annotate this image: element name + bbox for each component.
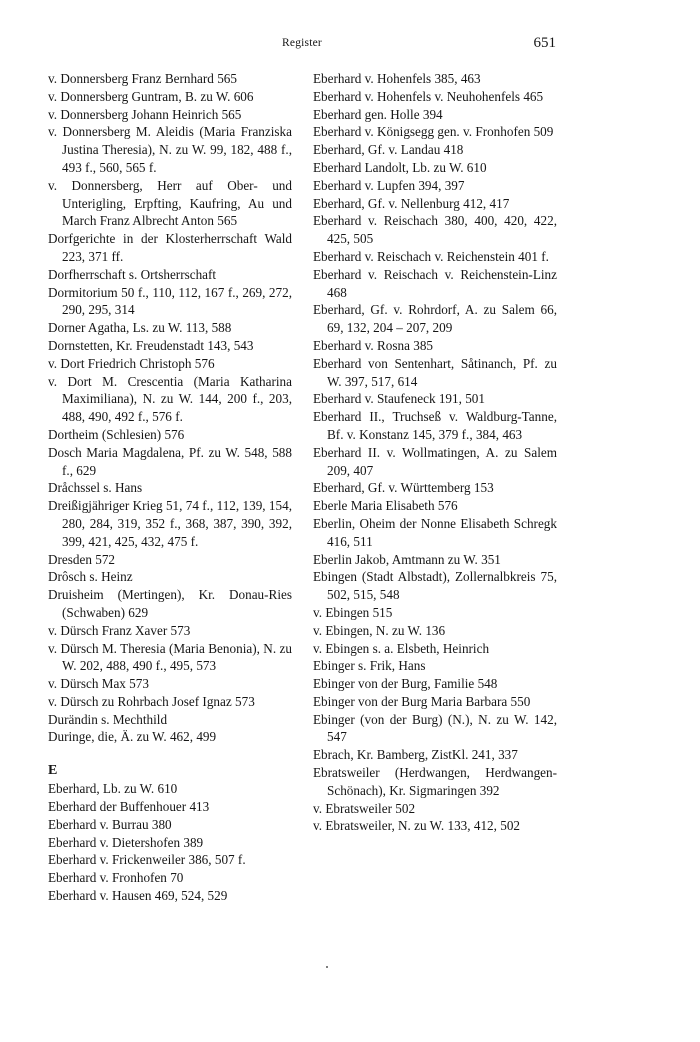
index-entry: v. Donnersberg Johann Heinrich 565 <box>48 106 242 122</box>
index-entry: v. Dürsch zu Rohrbach Josef Ignaz 573 <box>48 693 255 709</box>
page-header <box>48 35 556 57</box>
index-entry: Eberle Maria Elisabeth 576 <box>313 498 458 514</box>
index-entry: Dråchssel s. Hans <box>48 480 143 496</box>
index-entry: Eberlin, Oheim der Nonne Elisabeth Schregk 416, 511 <box>313 515 557 549</box>
index-entry: Durändin s. Mechthild <box>48 711 168 727</box>
index-entry: Ebratsweiler (Herdwangen, Herdwangen-Schönach), Kr. Sigmaringen 392 <box>313 765 557 798</box>
index-entry: v. Dürsch M. Theresia (Maria Benonia), N. zu W. 202, 488, 490 f., 495, 573 <box>48 640 292 674</box>
index-entry: v. Ebratsweiler, N. zu W. 133, 412, 502 <box>313 818 521 834</box>
index-entry: Dreißigjähriger Krieg 51, 74 f., 112, 139, 154, 280, 284, 319, 352 f., 368, 387, 390, 392, 399, 421, 425, 432, 475 f. <box>48 498 292 549</box>
index-entry: Eberhard v. Burrau 380 <box>48 816 172 832</box>
index-entry: Dorfgerichte in der Klosterherrschaft Wald 223, 371 ff. <box>48 231 292 264</box>
section-letter-e: E <box>48 763 58 779</box>
index-entry: v. Ebratsweiler 502 <box>313 800 416 816</box>
index-entry: v. Ebingen 515 <box>313 604 393 620</box>
index-entry: v. Ebingen, N. zu W. 136 <box>313 622 446 638</box>
index-entry: Eberhard v. Lupfen 394, 397 <box>313 177 465 193</box>
index-entry: Dortheim (Schlesien) 576 <box>48 426 185 442</box>
index-entry: Druisheim (Mertingen), Kr. Donau-Ries (Schwaben) 629 <box>48 587 292 620</box>
index-entry: v. Dürsch Max 573 <box>48 676 149 692</box>
index-entry: Eberhard v. Hohenfels v. Neuhohenfels 465 <box>313 88 544 104</box>
index-entry: Eberhard, Gf. v. Rohrdorf, A. zu Salem 66, 69, 132, 204 – 207, 209 <box>313 302 557 336</box>
index-entry: Ebingen (Stadt Albstadt), Zollernalbkreis 75, 502, 515, 548 <box>313 569 557 603</box>
index-entry: v. Dürsch Franz Xaver 573 <box>48 622 191 638</box>
entries-e-section <box>48 780 292 905</box>
index-entry: v. Donnersberg Guntram, B. zu W. 606 <box>48 88 254 104</box>
index-entry: Eberhard, Gf. v. Württemberg 153 <box>313 480 494 496</box>
page-number: 651 <box>533 35 556 51</box>
index-entry: v. Dort Friedrich Christoph 576 <box>48 355 215 371</box>
entries-d-section <box>48 70 292 746</box>
index-entry: Eberhard gen. Holle 394 <box>313 106 443 122</box>
index-entry: Dorfherrschaft s. Ortsherrschaft <box>48 266 217 282</box>
index-entry: Drôsch s. Heinz <box>48 569 133 585</box>
index-entry: Eberhard v. Königsegg gen. v. Fronhofen 509 <box>313 124 554 140</box>
index-entry: v. Ebingen s. a. Elsbeth, Heinrich <box>313 640 490 656</box>
index-entry: Ebinger s. Frik, Hans <box>313 658 426 674</box>
index-entry: v. Donnersberg Franz Bernhard 565 <box>48 71 237 86</box>
index-entry: Eberhard v. Hausen 469, 524, 529 <box>48 888 228 904</box>
index-entry: Dresden 572 <box>48 551 116 567</box>
index-column-right <box>313 70 557 835</box>
index-entry: Dorner Agatha, Ls. zu W. 113, 588 <box>48 320 232 336</box>
index-entry: Eberhard v. Frickenweiler 386, 507 f. <box>48 852 246 868</box>
index-entry: Eberhard v. Hohenfels 385, 463 <box>313 71 481 86</box>
index-entry: Dosch Maria Magdalena, Pf. zu W. 548, 588 f., 629 <box>48 444 292 478</box>
index-entry: Eberhard, Gf. v. Nellenburg 412, 417 <box>313 195 510 211</box>
index-entry: Eberhard v. Rosna 385 <box>313 337 434 353</box>
index-entry: Eberhard der Buffenhouer 413 <box>48 799 210 815</box>
index-entry: Dormitorium 50 f., 110, 112, 167 f., 269, 272, 290, 295, 314 <box>48 284 292 318</box>
index-entry: Ebinger (von der Burg) (N.), N. zu W. 142, 547 <box>313 711 557 745</box>
index-entry: Eberhard von Sentenhart, Såtinanch, Pf. zu W. 397, 517, 614 <box>313 355 557 389</box>
index-entry: v. Donnersberg, Herr auf Ober- und Unterigling, Erpfting, Kaufring, Au und March Franz Albrecht Anton 565 <box>48 177 292 229</box>
index-entry: Eberhard Landolt, Lb. zu W. 610 <box>313 159 487 175</box>
running-head: Register <box>282 37 322 49</box>
print-speck <box>326 966 328 968</box>
index-entry: Eberlin Jakob, Amtmann zu W. 351 <box>313 551 501 567</box>
index-column-left <box>48 70 292 905</box>
index-entry: Eberhard, Lb. zu W. 610 <box>48 781 178 797</box>
index-entry: v. Dort M. Crescentia (Maria Katharina Maximiliana), N. zu W. 144, 200 f., 203, 488, 490, 492 f., 576 f. <box>48 373 292 425</box>
index-entry: v. Donnersberg M. Aleidis (Maria Franziska Justina Theresia), N. zu W. 99, 182, 488 f., 493 f., 560, 565 f. <box>48 124 292 175</box>
index-entry: Eberhard II. v. Wollmatingen, A. zu Salem 209, 407 <box>313 444 557 478</box>
index-entry: Dornstetten, Kr. Freudenstadt 143, 543 <box>48 337 254 353</box>
index-entry: Eberhard v. Fronhofen 70 <box>48 870 184 886</box>
index-entry: Eberhard, Gf. v. Landau 418 <box>313 142 464 158</box>
index-entry: Eberhard v. Reischach v. Reichenstein-Linz 468 <box>313 266 557 300</box>
index-entry: Duringe, die, Ä. zu W. 462, 499 <box>48 729 217 745</box>
index-entry: Eberhard v. Dietershofen 389 <box>48 834 204 850</box>
index-entry: Ebinger von der Burg, Familie 548 <box>313 676 498 692</box>
index-entry: Ebrach, Kr. Bamberg, ZistKl. 241, 337 <box>313 747 518 763</box>
index-entry: Eberhard v. Staufeneck 191, 501 <box>313 391 485 407</box>
index-entry: Eberhard v. Reischach 380, 400, 420, 422, 425, 505 <box>313 213 557 247</box>
index-entry: Eberhard v. Reischach v. Reichenstein 401 f. <box>313 248 549 264</box>
index-entry: Ebinger von der Burg Maria Barbara 550 <box>313 693 531 709</box>
index-entry: Eberhard II., Truchseß v. Waldburg-Tanne, Bf. v. Konstanz 145, 379 f., 384, 463 <box>313 409 557 442</box>
